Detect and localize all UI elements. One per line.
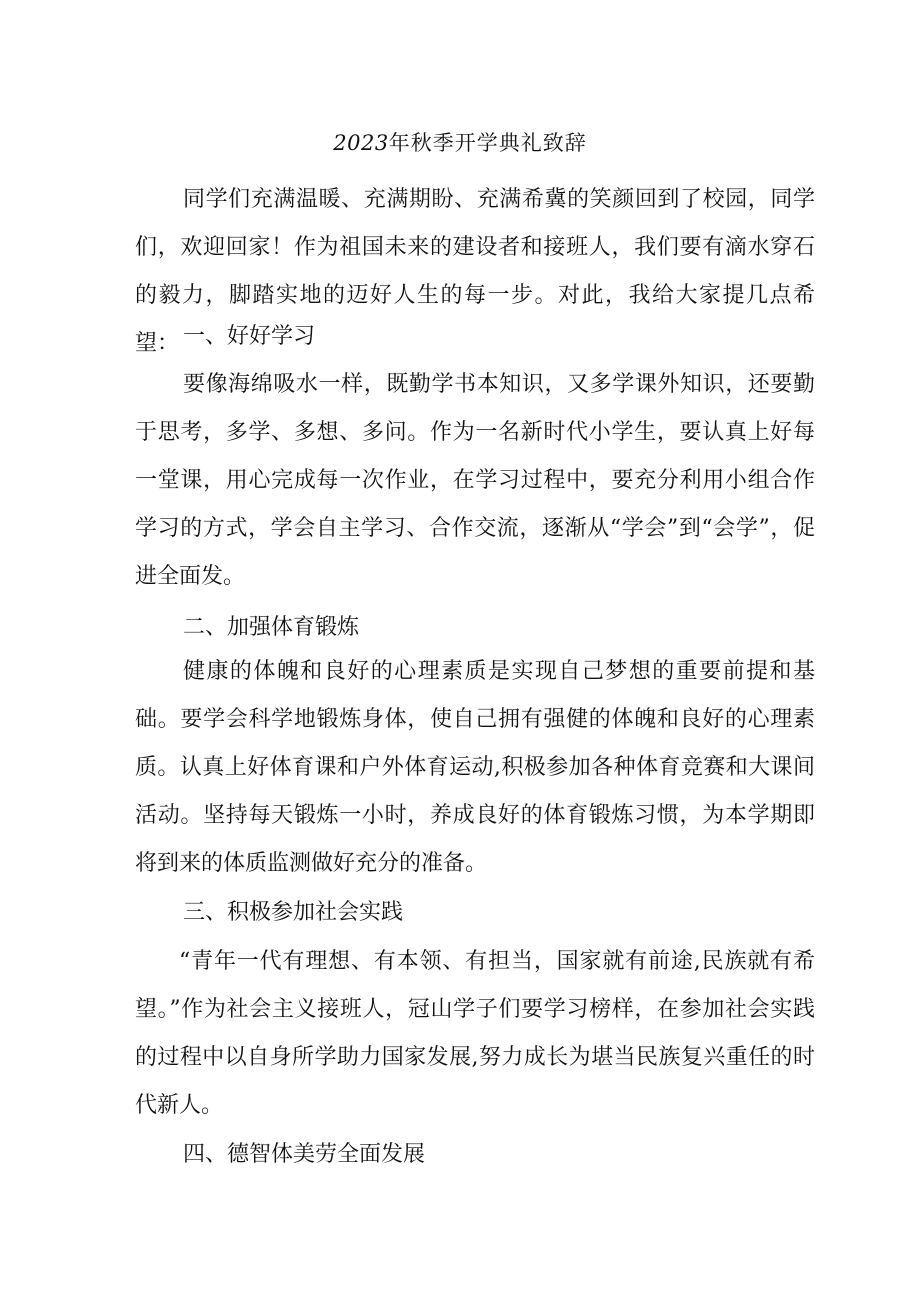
section-heading-3: 三、积极参加社会实践 <box>183 900 404 925</box>
section-body-2: 健康的体魄和良好的心理素质是实现自己梦想的重要前提和基础。要学会科学地锻炼身体，使自己拥有强健的体魄和良好的心理素质。认真上好体育课和户外体育运动,积极参加各种体育竞赛和大课间活动。坚持每天锻炼一小时，养成良好的体育锻炼习惯，为本学期即将到来的体质监测做好充分的准备。 <box>135 659 815 876</box>
section-heading-2: 二、加强体育锻炼 <box>183 615 360 640</box>
section-heading-1: 一、好好学习 <box>183 324 316 349</box>
document-title <box>0 128 920 158</box>
section-body-1: 要像海绵吸水一样，既勤学书本知识，又多学课外知识，还要勤于思考，多学、多想、多问。作为一名新时代小学生，要认真上好每一堂课，用心完成每一次作业，在学习过程中，要充分利用小组合作学习的方式，学会自主学习、合作交流，逐渐从“学会”到“会学”，促进全面发。 <box>135 372 815 589</box>
section-heading-4: 四、德智体美劳全面发展 <box>183 1142 426 1167</box>
section-body-3: “青年一代有理想、有本领、有担当，国家就有前途,民族就有希望。”作为社会主义接班人，冠山学子们要学习榜样，在参加社会实践的过程中以自身所学助力国家发展,努力成长为堪当民族复兴重任的时代新人。 <box>135 949 815 1118</box>
title-text: 年秋季开学典礼致辞 <box>388 131 587 155</box>
title-year: 2023 <box>333 131 389 155</box>
intro-paragraph: 同学们充满温暖、充满期盼、充满希冀的笑颜回到了校园，同学们，欢迎回家！作为祖国未来的建设者和接班人，我们要有滴水穿石的毅力，脚踏实地的迈好人生的每一步。对此，我给大家提几点希望： <box>135 187 815 356</box>
